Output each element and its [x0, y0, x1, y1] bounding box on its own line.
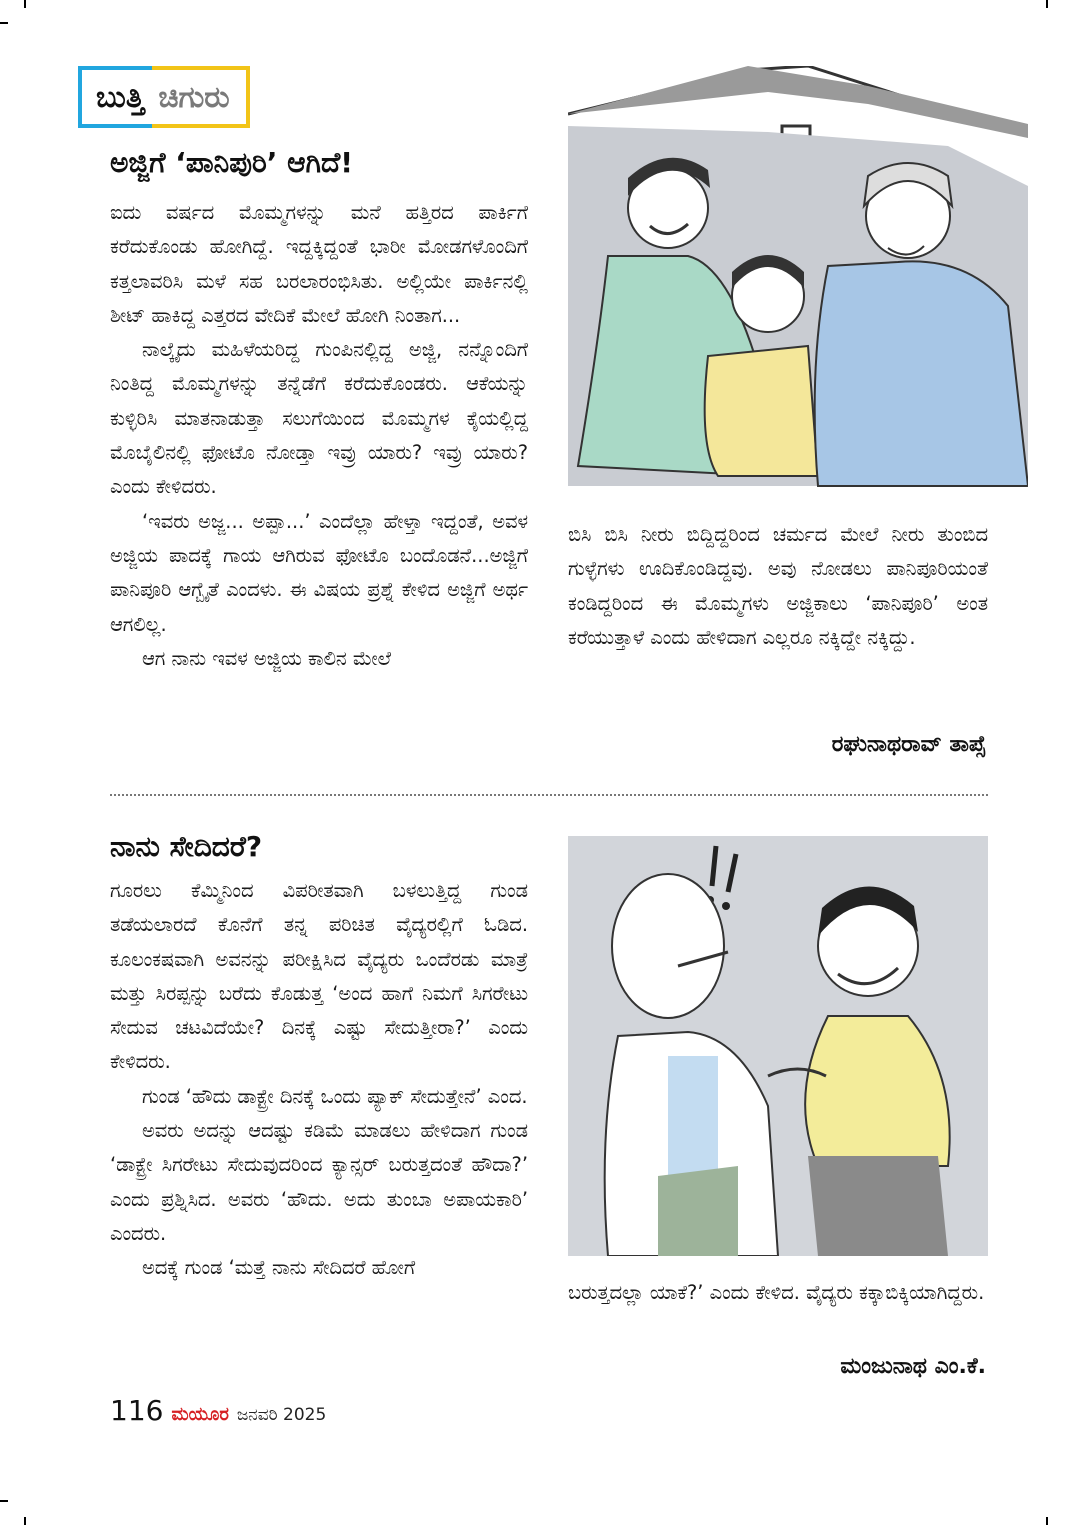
story1-paragraph: ನಾಲ್ಕೈದು ಮಹಿಳೆಯರಿದ್ದ ಗುಂಪಿನಲ್ಲಿದ್ದ ಅಜ್ಜಿ, ನನ್ನೊಂದಿಗೆ ನಿಂತಿದ್ದ ಮೊಮ್ಮಗಳನ್ನು ತನ್ನೆಡೆಗೆ ಕರೆದುಕೊಂಡರು. ಆಕೆಯನ್ನು ಕುಳ್ಳಿರಿಸಿ ಮಾತನಾಡುತ್ತಾ ಸಲುಗೆಯಿಂದ ಮೊಮ್ಮಗಳ ಕೈಯಲ್ಲಿದ್ದ ಮೊಬೈಲಿನಲ್ಲಿ ಫೋಟೊ ನೋಡ್ತಾ ಇವ್ರು ಯಾರು? ಇವ್ರು ಯಾರು? ಎಂದು ಕೇಳಿದರು.	[110, 338, 528, 499]
story1-paragraph: ಐದು ವರ್ಷದ ಮೊಮ್ಮಗಳನ್ನು ಮನೆ ಹತ್ತಿರದ ಪಾರ್ಕಿಗೆ ಕರೆದುಕೊಂಡು ಹೋಗಿದ್ದೆ. ಇದ್ದಕ್ಕಿದ್ದಂತೆ ಭಾರೀ ಮೋಡಗಳೊಂದಿಗೆ ಕತ್ತಲಾವರಿಸಿ ಮಳೆ ಸಹ ಬರಲಾರಂಭಿಸಿತು. ಅಲ್ಲಿಯೇ ಪಾರ್ಕಿನಲ್ಲಿ ಶೀಟ್ ಹಾಕಿದ್ದ ಎತ್ತರದ ವೇದಿಕೆ ಮೇಲೆ ಹೋಗಿ ನಿಂತಾಗ...	[110, 201, 528, 327]
crop-mark	[1046, 1517, 1048, 1525]
section-title-word2: ಚಿಗುರು	[152, 66, 249, 128]
page-footer	[110, 1394, 326, 1427]
crop-mark	[24, 1517, 26, 1525]
section-header	[78, 66, 308, 128]
story1-paragraph: ‘ಇವರು ಅಜ್ಜ... ಅಪ್ಪಾ...’ ಎಂದೆಲ್ಲಾ ಹೇಳ್ತಾ ಇದ್ದಂತೆ, ಅವಳ ಅಜ್ಜಿಯ ಪಾದಕ್ಕೆ ಗಾಯ ಆಗಿರುವ ಫೋಟೊ ಬಂದೊಡನೆ...ಅಜ್ಜಿಗೆ ಪಾನಿಪೂರಿ ಆಗ್ಬೈತೆ ಎಂದಳು. ಈ ವಿಷಯ ಪ್ರಶ್ನೆ ಕೇಳಿದ ಅಜ್ಜಿಗೆ ಅರ್ಥ ಆಗಲಿಲ್ಲ.	[110, 509, 528, 636]
story2-paragraph: ಅವರು ಅದನ್ನು ಆದಷ್ಟು ಕಡಿಮೆ ಮಾಡಲು ಹೇಳಿದಾಗ ಗುಂಡ ‘ಡಾಕ್ಟ್ರೇ ಸಿಗರೇಟು ಸೇದುವುದರಿಂದ ಕ್ಯಾನ್ಸರ್ ಬರುತ್ತದಂತೆ ಹೌದಾ?’ ಎಂದು ಪ್ರಶ್ನಿಸಿದ. ಅವರು ‘ಹೌದು. ಅದು ತುಂಬಾ ಅಪಾಯಕಾರಿ’ ಎಂದರು.	[110, 1119, 528, 1245]
magazine-logo: ಮಯೂರ	[171, 1404, 229, 1425]
story1-title: ಅಜ್ಜಿಗೆ ‘ಪಾನಿಪುರಿ’ ಆಗಿದೆ!	[110, 146, 353, 179]
story2-left-column	[110, 874, 528, 1286]
crop-mark	[0, 22, 8, 24]
story1-right-column	[568, 518, 988, 655]
crop-mark	[24, 0, 26, 8]
story1-paragraph: ಬಿಸಿ ಬಿಸಿ ನೀರು ಬಿದ್ದಿದ್ದರಿಂದ ಚರ್ಮದ ಮೇಲೆ ನೀರು ತುಂಬಿದ ಗುಳ್ಳೆಗಳು ಊದಿಕೊಂಡಿದ್ದವು. ಅವು ನೋಡಲು ಪಾನಿಪೂರಿಯಂತೆ ಕಂಡಿದ್ದರಿಂದ ಈ ಮೊಮ್ಮಗಳು ಅಜ್ಜಿಕಾಲು ‘ಪಾನಿಪೂರಿ’ ಅಂತ ಕರೆಯುತ್ತಾಳೆ ಎಂದು ಹೇಳಿದಾಗ ಎಲ್ಲರೂ ನಕ್ಕಿದ್ದೇ ನಕ್ಕಿದ್ದು.	[568, 523, 988, 649]
story1-paragraph: ಆಗ ನಾನು ಇವಳ ಅಜ್ಜಿಯ ಕಾಲಿನ ಮೇಲೆ	[142, 646, 392, 670]
story2-paragraph: ಗುಂಡ ‘ಹೌದು ಡಾಕ್ಟ್ರೇ ದಿನಕ್ಕೆ ಒಂದು ಪ್ಯಾಕ್ ಸೇದುತ್ತೇನೆ’ ಎಂದ.	[142, 1084, 528, 1108]
crop-mark	[1046, 0, 1048, 8]
story2-author: ಮಂಜುನಾಥ ಎಂ.ಕೆ.	[840, 1354, 986, 1379]
page-number: 116	[110, 1394, 164, 1427]
doctor-patient-illustration	[568, 836, 988, 1256]
story2-paragraph: ಅದಕ್ಕೆ ಗುಂಡ ‘ಮತ್ತೆ ನಾನು ಸೇದಿದರೆ ಹೋಗೆ	[142, 1256, 416, 1280]
story-divider	[110, 794, 988, 796]
story2-right-column	[568, 1276, 988, 1310]
story2-paragraph: ಬರುತ್ತದಲ್ಲಾ ಯಾಕೆ?’ ಎಂದು ಕೇಳಿದ. ವೈದ್ಯರು ಕಕ್ಕಾಬಿಕ್ಕಿಯಾಗಿದ್ದರು.	[568, 1281, 985, 1304]
grandmother-illustration	[568, 66, 1028, 488]
story1-left-column	[110, 196, 528, 676]
section-title-word1: ಬುತ್ತಿ	[78, 66, 152, 128]
crop-mark	[0, 1500, 8, 1502]
story2-title: ನಾನು ಸೇದಿದರೆ?	[110, 830, 263, 863]
issue-date: ಜನವರಿ 2025	[236, 1405, 327, 1425]
story1-author: ರಘುನಾಥರಾವ್ ತಾಪ್ಸೆ	[831, 732, 986, 757]
story2-paragraph: ಗೂರಲು ಕೆಮ್ಮಿನಿಂದ ವಿಪರೀತವಾಗಿ ಬಳಲುತ್ತಿದ್ದ ಗುಂಡ ತಡೆಯಲಾರದೆ ಕೊನೆಗೆ ತನ್ನ ಪರಿಚಿತ ವೈದ್ಯರಲ್ಲಿಗೆ ಓಡಿದ. ಕೂಲಂಕಷವಾಗಿ ಅವನನ್ನು ಪರೀಕ್ಷಿಸಿದ ವೈದ್ಯರು ಒಂದೆರಡು ಮಾತ್ರೆ ಮತ್ತು ಸಿರಪ್ಪನ್ನು ಬರೆದು ಕೊಡುತ್ತ ‘ಅಂದ ಹಾಗೆ ನಿಮಗೆ ಸಿಗರೇಟು ಸೇದುವ ಚಟವಿದೆಯೇ? ದಿನಕ್ಕೆ ಎಷ್ಟು ಸೇದುತ್ತೀರಾ?’ ಎಂದು ಕೇಳಿದರು.	[110, 879, 528, 1074]
